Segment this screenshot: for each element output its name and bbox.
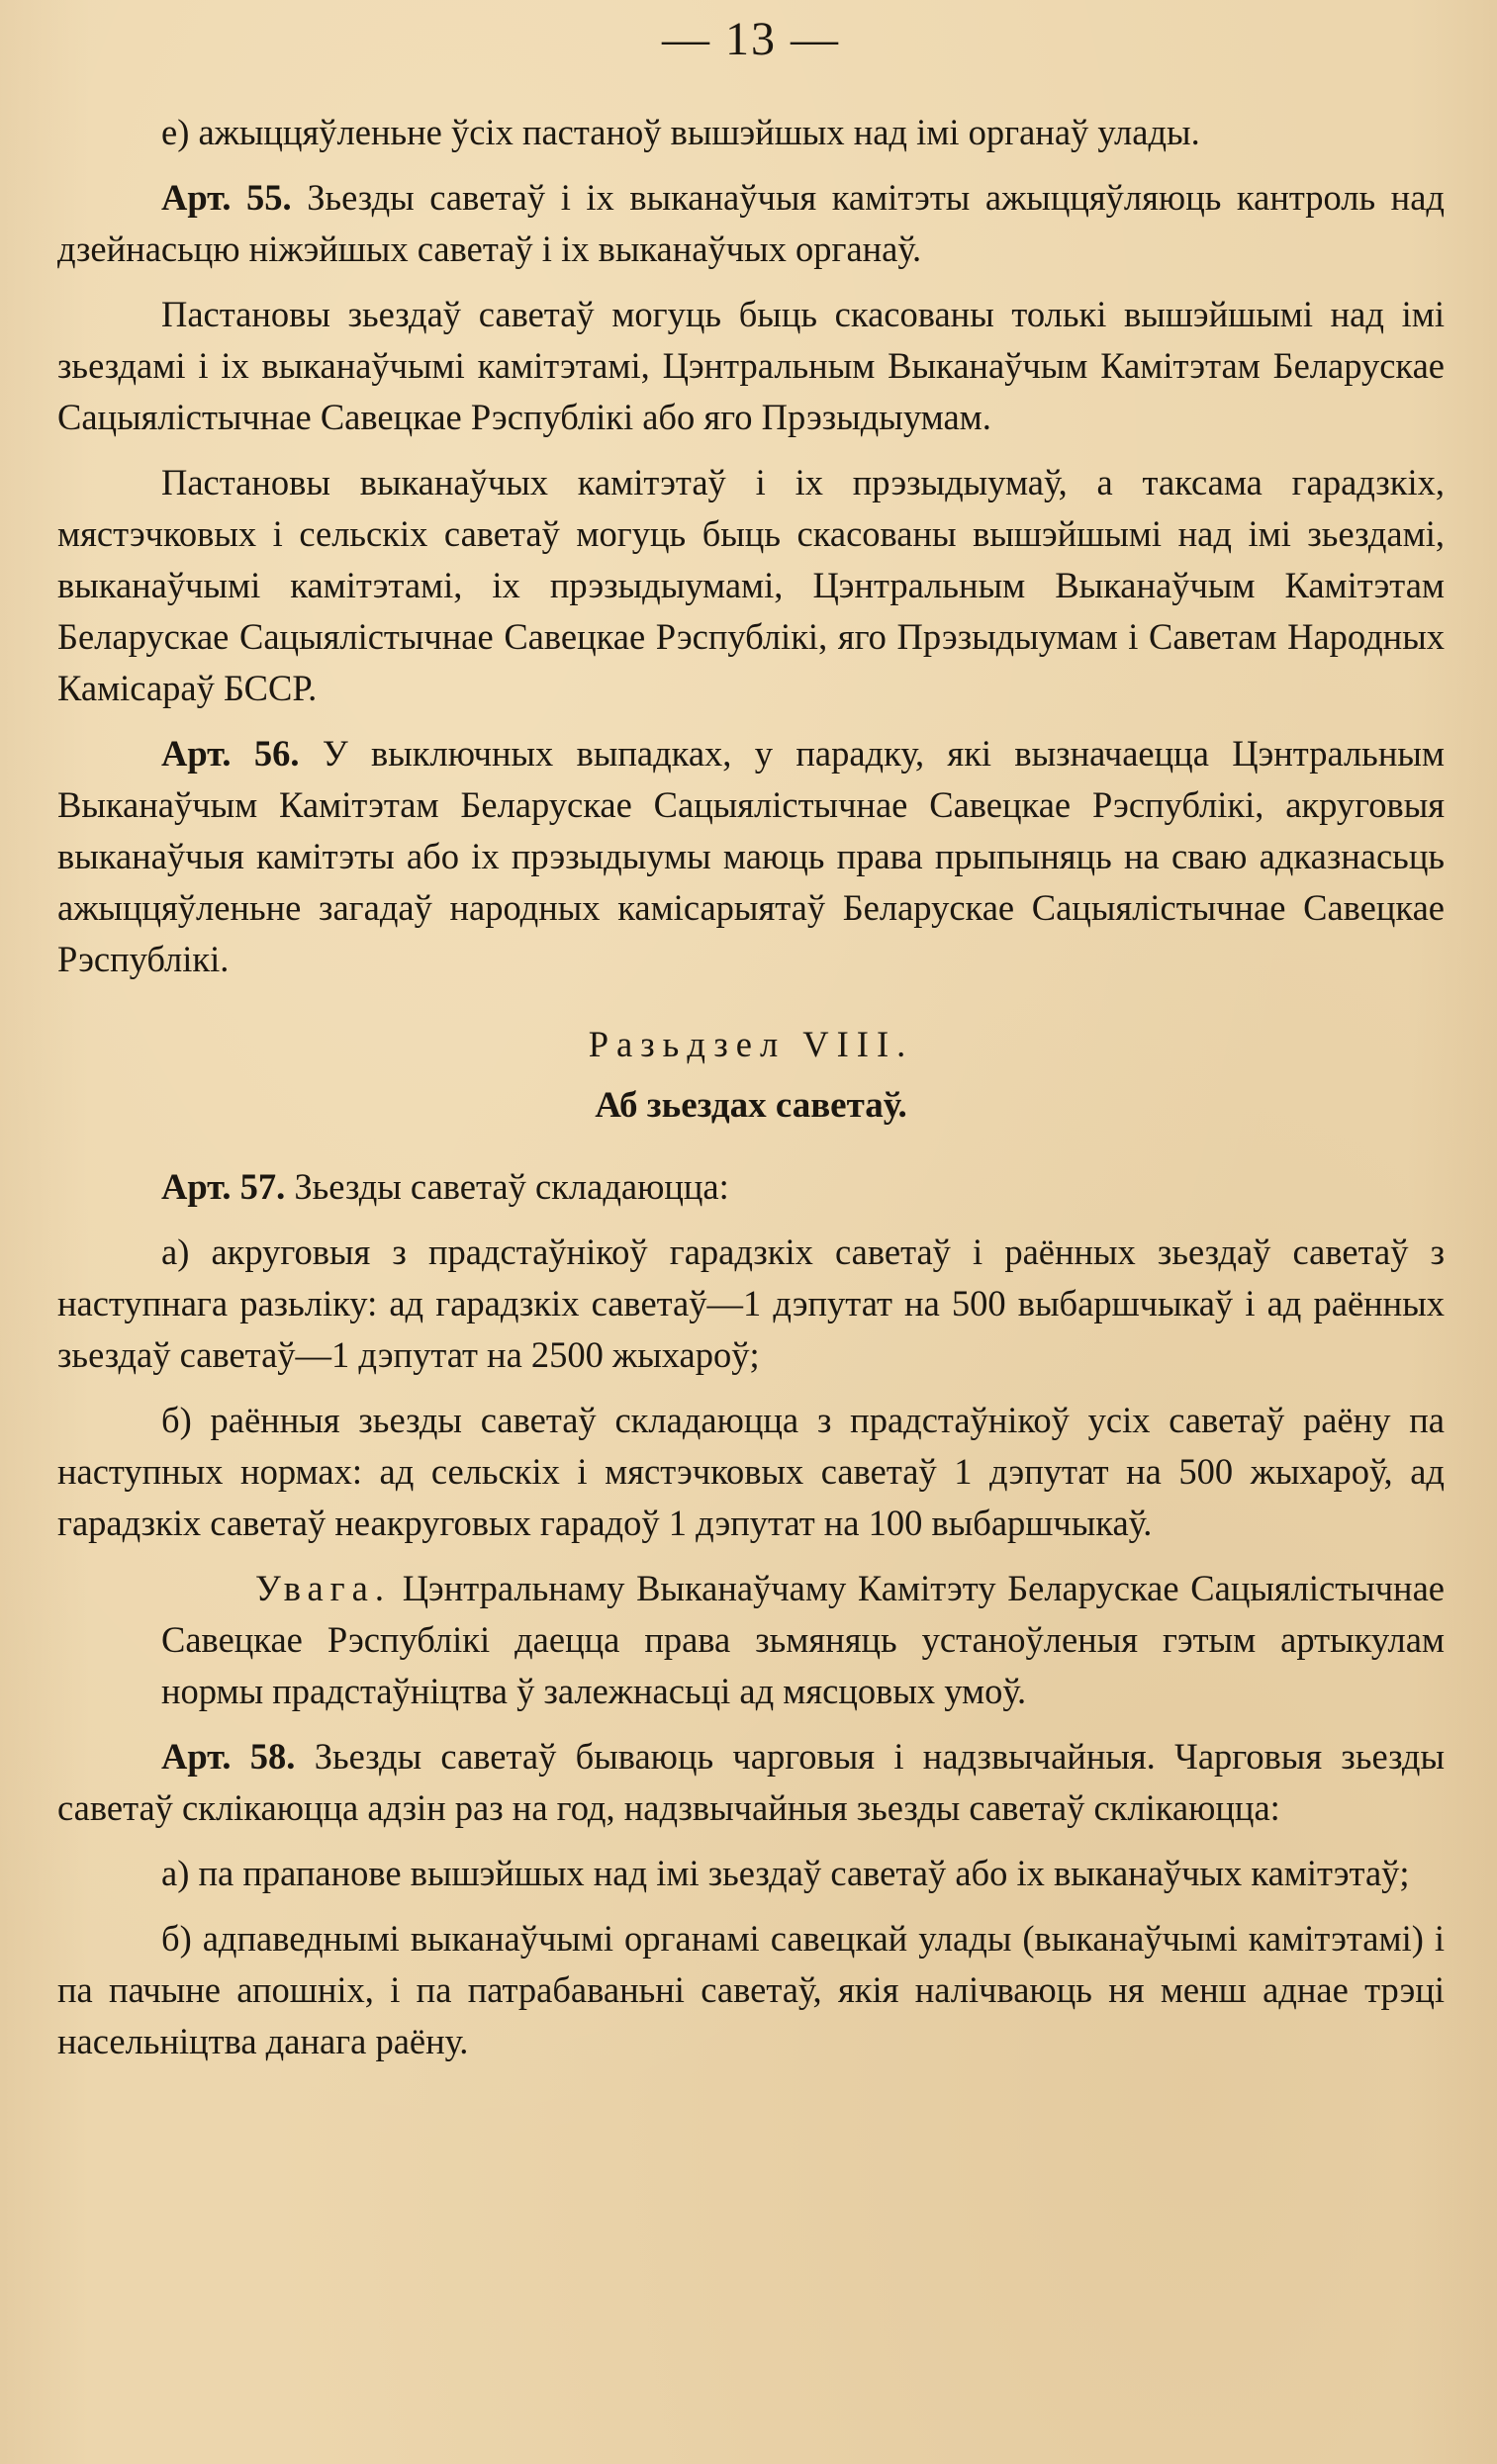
note-paragraph	[161, 1563, 1445, 1717]
paragraph-58-a	[57, 1848, 1445, 1899]
paragraph-item-e	[57, 107, 1445, 158]
paragraph-text: а) акруговыя з прадстаўнікоў гарадзкіх саветаў і раённых зьездаў саветаў з наступнага разьліку: ад гарадзкіх саветаў—1 дэпутат на 500 выбаршчыкаў і ад раённых зьездаў саветаў—1 дэпутат на 2500 жыхароў;	[57, 1232, 1445, 1375]
article-number: Арт. 57.	[161, 1166, 286, 1207]
article-55	[57, 172, 1445, 275]
paragraph-text: Зьезды саветаў складаюцца:	[285, 1166, 729, 1207]
article-number: Арт. 55.	[161, 177, 292, 218]
article-57	[57, 1161, 1445, 1213]
paragraph-text: У выключных выпадках, у парадку, які вызначаецца Цэнтральным Выканаўчым Камітэтам Беларускае Сацыялістычнае Савецкае Рэспублікі, акруговыя выканаўчыя камітэты або іх прэзыдыумы маюць права прыпыняць на сваю адказнасьць ажыццяўленьне загадаў народных камісарыятаў Беларускае Сацыялістычнае Савецкае Рэспублікі.	[57, 733, 1445, 979]
page-number: — 13 —	[662, 13, 840, 65]
paragraph-text: Пастановы зьездаў саветаў могуць быць скасованы толькі вышэйшымі над імі зьездамі і іх выканаўчымі камітэтамі, Цэнтральным Выканаўчым Камітэтам Беларускае Сацыялістычнае Савецкае Рэспублікі або яго Прэзыдыумам.	[57, 294, 1445, 437]
note-text: Цэнтральнаму Выканаўчаму Камітэту Беларускае Сацыялістычнае Савецкае Рэспублікі даецца права зьмяняць устаноўленыя гэтым артыкулам нормы прадстаўніцтва ў залежнасьці ад мясцовых умоў.	[161, 1568, 1445, 1711]
section-label: Разьдзел VIII.	[588, 1024, 914, 1064]
paragraph-57-a	[57, 1227, 1445, 1381]
paragraph-text: а) па прапанове вышэйшых над імі зьездаў саветаў або іх выканаўчых камітэтаў;	[161, 1853, 1410, 1893]
paragraph-text: Зьезды саветаў і іх выканаўчыя камітэты ажыццяўляюць кантроль над дзейнасьцю ніжэйшых саветаў і іх выканаўчых органаў.	[57, 177, 1445, 269]
paragraph-text: б) раённыя зьезды саветаў складаюцца з прадстаўнікоў усіх саветаў раёну па наступных нормах: ад сельскіх і мястэчковых саветаў 1 дэпутат на 500 жыхароў, ад гарадзкіх саветаў неакруговых гарадоў 1 дэпутат на 100 выбаршчыкаў.	[57, 1400, 1445, 1543]
section-title: Аб зьездах саветаў.	[595, 1085, 907, 1126]
paragraph-55-resolutions	[57, 289, 1445, 443]
paragraph-57-b	[57, 1395, 1445, 1549]
paragraph-text: б) адпаведнымі выканаўчымі органамі савецкай улады (выканаўчымі камітэтамі) і па пачыне апошніх, і па патрабаваньні саветаў, якія налічваюць ня менш аднае трэці насельніцтва данага раёну.	[57, 1918, 1445, 2061]
page	[57, 0, 1445, 2464]
article-56	[57, 728, 1445, 985]
paragraph-text: Пастановы выканаўчых камітэтаў і іх прэзыдыумаў, а таксама гарадзкіх, мястэчковых і сельскіх саветаў могуць быць скасованы вышэйшымі над імі зьездамі, выканаўчымі камітэтамі, іх прэзыдыумамі, Цэнтральным Выканаўчым Камітэтам Беларускае Сацыялістычнае Савецкае Рэспублікі, яго Прэзыдыумам і Саветам Народных Камісараў БССР.	[57, 462, 1445, 708]
note-block	[161, 1563, 1445, 1717]
article-58	[57, 1731, 1445, 1834]
paragraph-55-executive	[57, 457, 1445, 714]
paragraph-text: Зьезды саветаў бываюць чарговыя і надзвычайныя. Чарговыя зьезды саветаў склікаюцца адзін раз на год, надзвычайныя зьезды саветаў склікаюцца:	[57, 1736, 1445, 1828]
article-number: Арт. 58.	[161, 1736, 296, 1777]
paragraph-58-b	[57, 1913, 1445, 2067]
paragraph-text: е) ажыццяўленьне ўсіх пастаноў вышэйшых над імі органаў улады.	[161, 112, 1200, 152]
note-label: Увага.	[255, 1568, 391, 1608]
document-body	[57, 107, 1445, 2081]
article-number: Арт. 56.	[161, 733, 300, 774]
